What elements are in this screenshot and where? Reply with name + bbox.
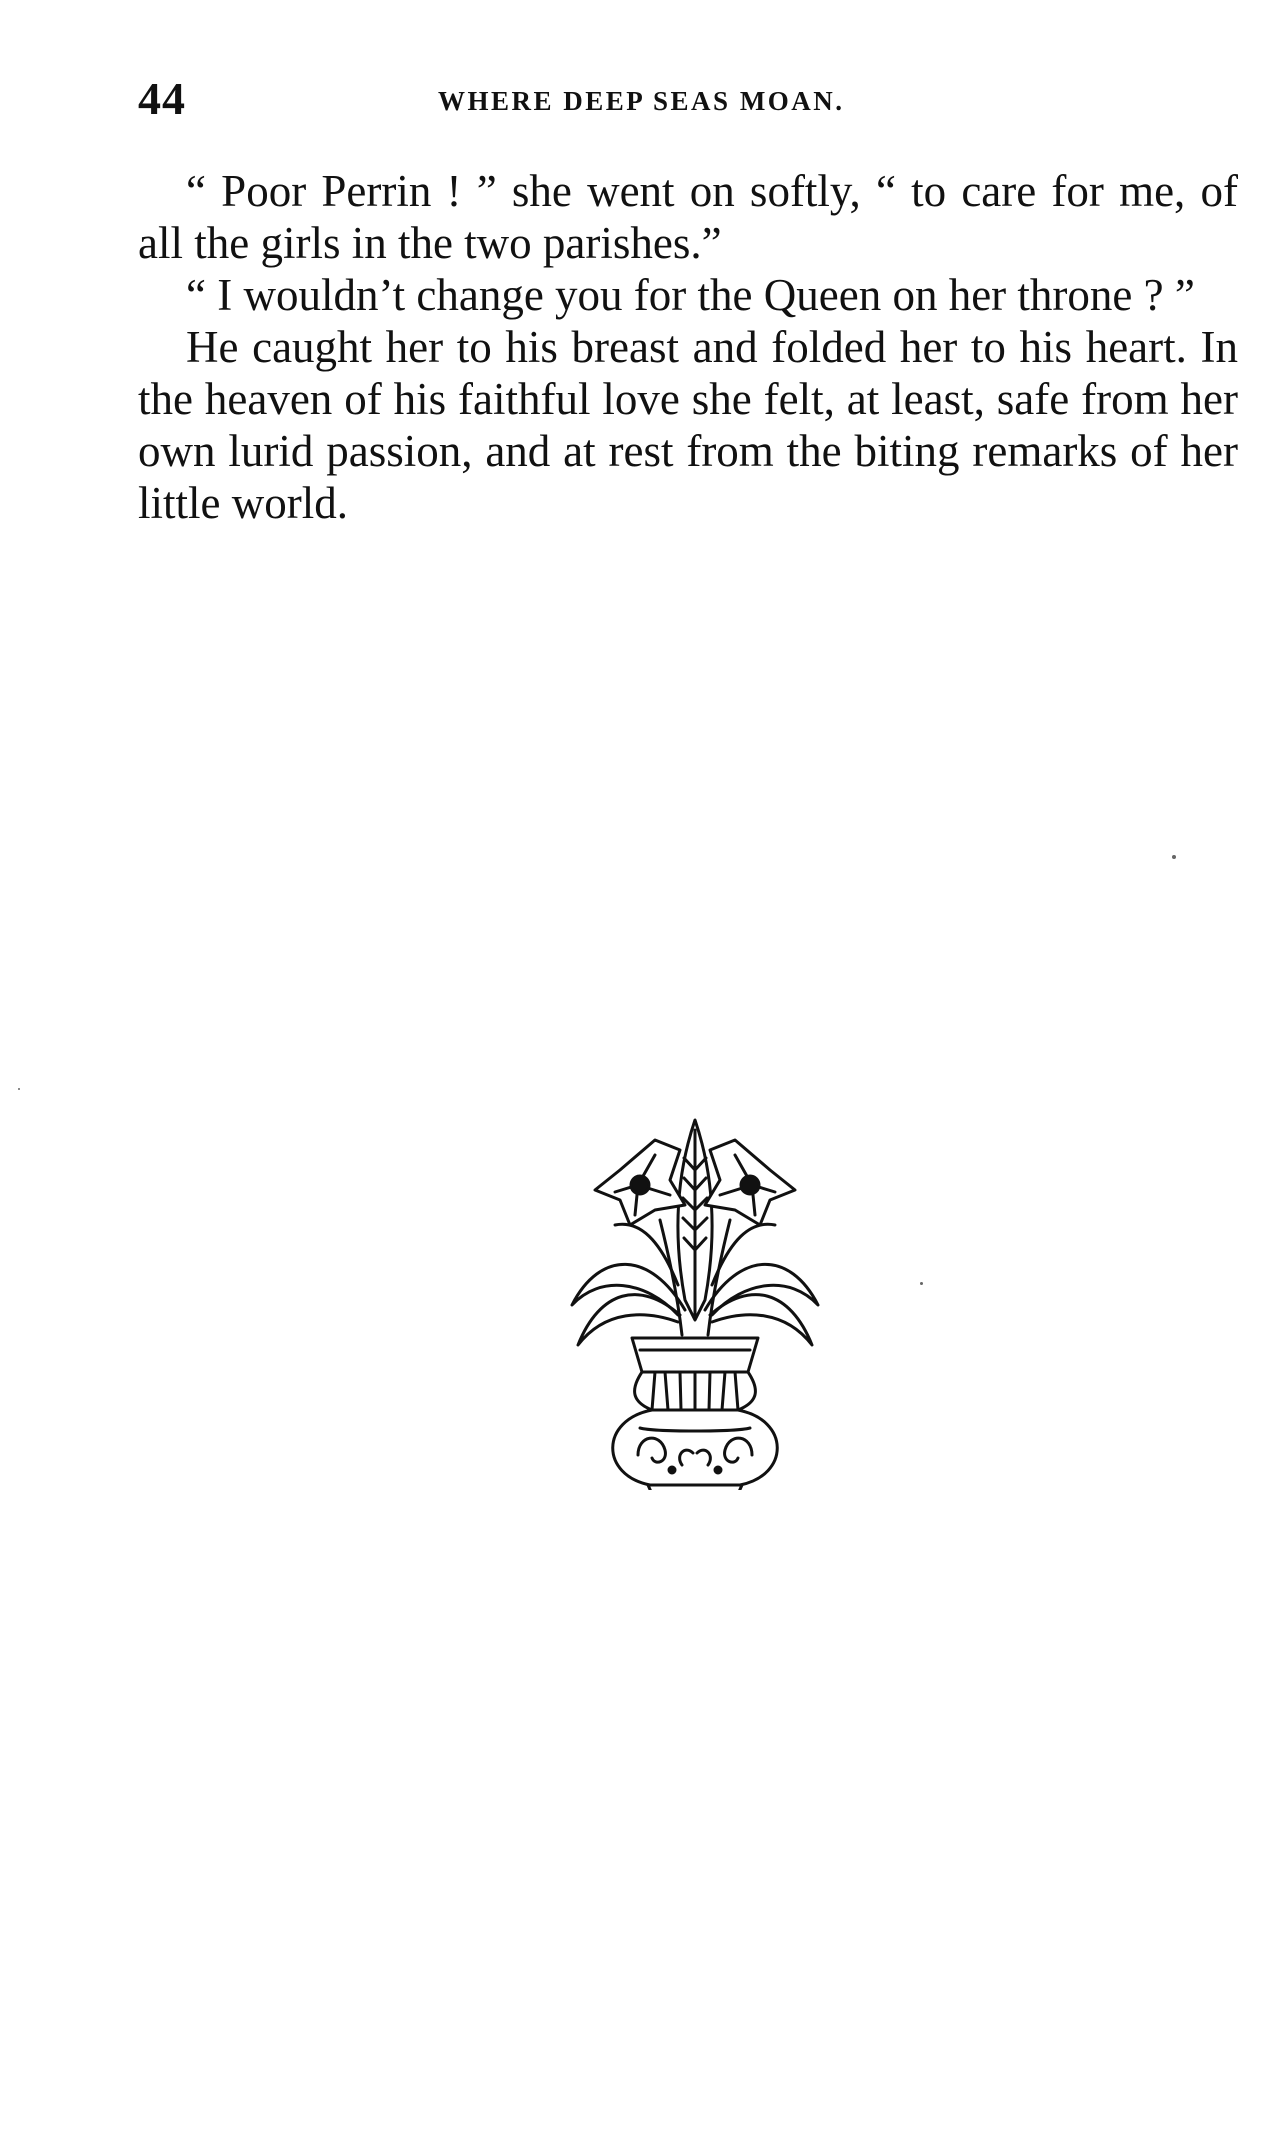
- paper-speck: [1172, 855, 1176, 859]
- running-head: WHERE DEEP SEAS MOAN.: [438, 86, 845, 116]
- flower-vase-ornament-icon: [560, 1110, 830, 1490]
- paragraph: “ Poor Perrin ! ” she went on softly, “ to care for me, of all the girls in the two parishes.”: [138, 166, 1238, 268]
- paper-speck: [920, 1282, 923, 1285]
- paragraph: He caught her to his breast and folded her to his heart. In the heaven of his faithful love she felt, at least, safe from her own lurid passion, and at rest from the biting remarks of her little world.: [138, 322, 1238, 528]
- page-number: 44: [138, 73, 186, 124]
- paragraph: “ I wouldn’t change you for the Queen on her throne ? ”: [186, 270, 1195, 320]
- page-header: [138, 72, 1238, 132]
- body-text: [138, 165, 1238, 529]
- paper-speck: [18, 1088, 20, 1090]
